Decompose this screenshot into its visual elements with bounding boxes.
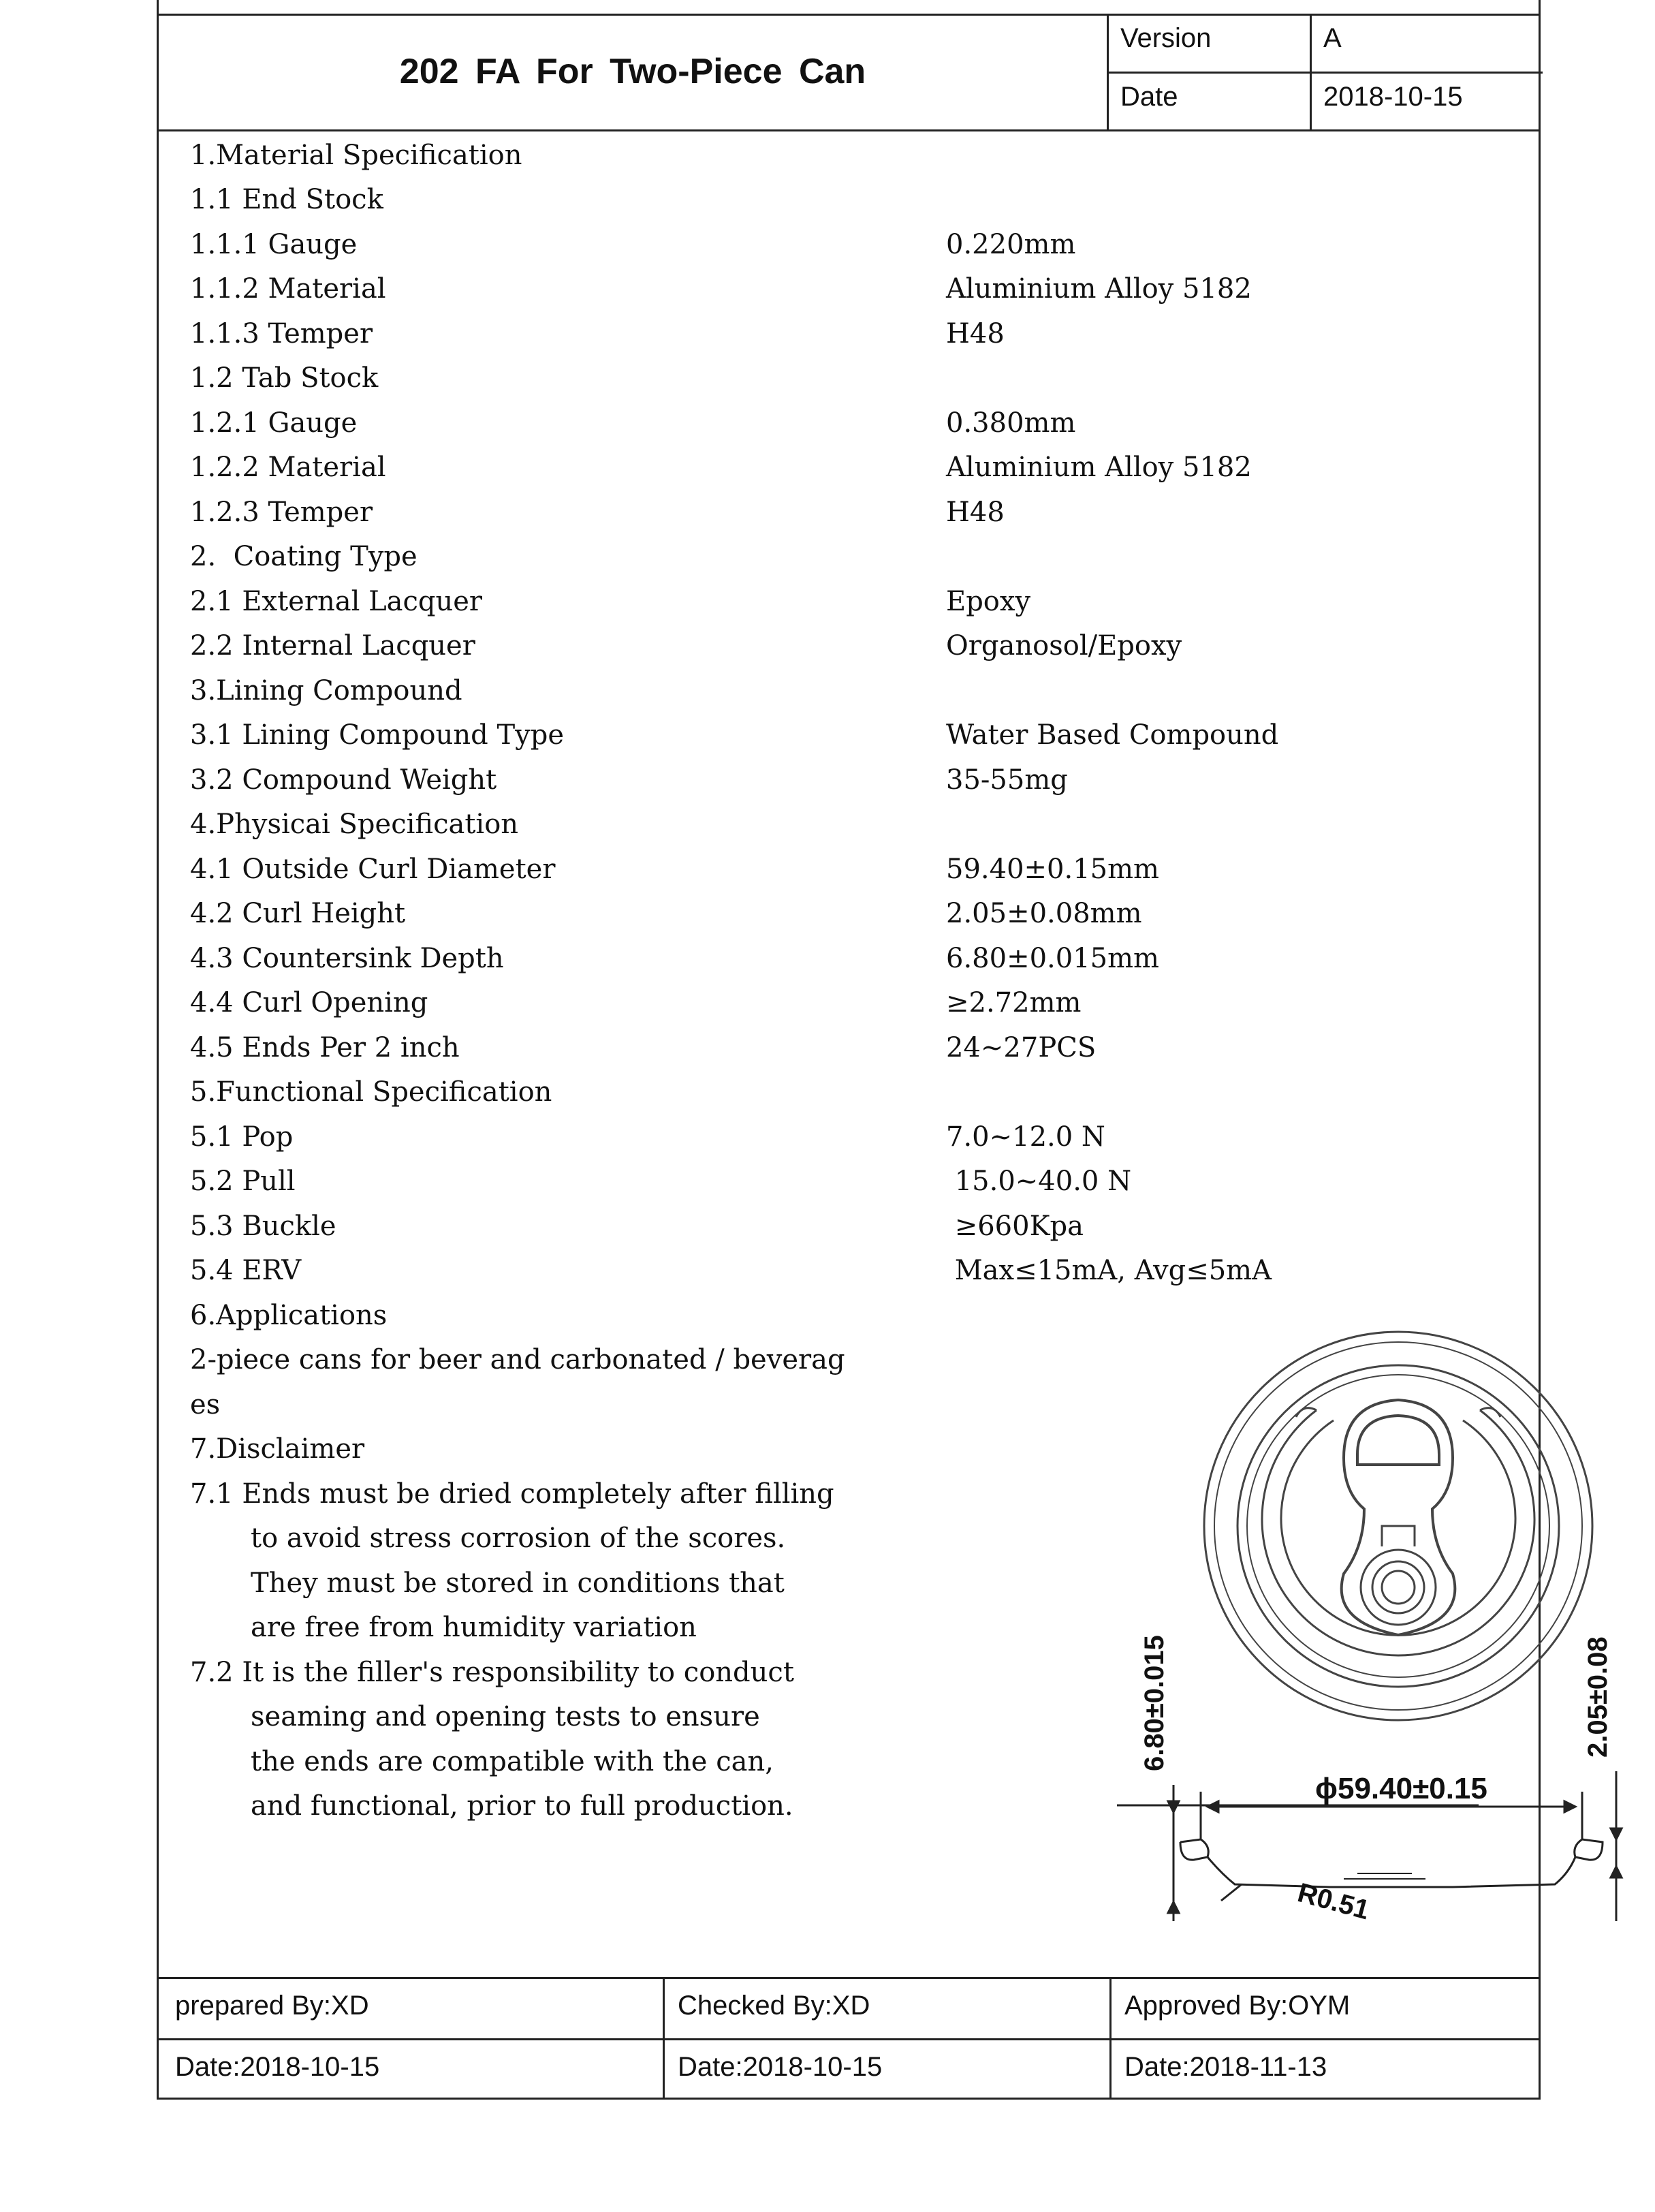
- spec-label: 6.Applications: [190, 1300, 388, 1331]
- left-curl: [1180, 1839, 1208, 1860]
- document-title: 202 FA For Two-Piece Can: [399, 52, 866, 91]
- spec-label: 1.1.2 Material: [190, 273, 386, 305]
- spec-value: Aluminium Alloy 5182: [946, 273, 1252, 305]
- spec-label: 1.2.2 Material: [190, 452, 386, 483]
- spec-label: 2. Coating Type: [190, 541, 417, 572]
- spec-label: 5.2 Pull: [190, 1166, 296, 1197]
- spec-label: 4.Physicai Specification: [190, 809, 519, 840]
- can-end-drawing: [976, 1322, 1613, 1942]
- tab-notch: [1382, 1526, 1415, 1546]
- radius-label: R0.51: [1294, 1878, 1373, 1926]
- spec-label: 1.1.1 Gauge: [190, 229, 358, 260]
- radius-leader: [1221, 1884, 1242, 1901]
- arrow-up: [1168, 1902, 1179, 1913]
- spec-label: They must be stored in conditions that: [190, 1568, 785, 1599]
- diameter-label: ϕ59.40±0.15: [1315, 1772, 1487, 1805]
- spec-label: 5.Functional Specification: [190, 1076, 552, 1108]
- spec-label: 5.3 Buckle: [190, 1211, 336, 1242]
- spec-value: ≥660Kpa: [946, 1211, 1084, 1242]
- spec-label: es: [190, 1389, 221, 1420]
- spec-label: 4.5 Ends Per 2 inch: [190, 1032, 460, 1063]
- spec-value: ≥2.72mm: [946, 987, 1082, 1018]
- spec-value: H48: [946, 497, 1005, 528]
- footer-top-border: [159, 1977, 1539, 1979]
- spec-label: 4.2 Curl Height: [190, 898, 406, 929]
- spec-value: 7.0~12.0 N: [946, 1121, 1105, 1153]
- spec-value: 2.05±0.08mm: [946, 898, 1142, 929]
- checked-by: Checked By:XD: [678, 1991, 870, 2021]
- spec-label: 7.Disclaimer: [190, 1433, 365, 1465]
- tab-finger-hole: [1357, 1416, 1439, 1465]
- spec-label: and functional, prior to full production.: [190, 1790, 793, 1822]
- spec-label: 1.2 Tab Stock: [190, 362, 379, 394]
- spec-value: 24~27PCS: [946, 1032, 1097, 1063]
- spec-value: Water Based Compound: [946, 719, 1279, 751]
- spec-value: 0.380mm: [946, 407, 1076, 439]
- footer-divider: [663, 1977, 665, 2100]
- header-divider: [1107, 72, 1543, 74]
- tab-outline: [1342, 1400, 1455, 1635]
- spec-value: 0.220mm: [946, 229, 1076, 260]
- section-profile: [1208, 1857, 1575, 1887]
- spec-value: 15.0~40.0 N: [946, 1166, 1132, 1197]
- tab-section: [1344, 1873, 1425, 1879]
- version-value: A: [1323, 23, 1342, 53]
- prepared-by: prepared By:XD: [175, 1991, 369, 2021]
- spec-label: 4.3 Countersink Depth: [190, 943, 504, 974]
- spec-value: 6.80±0.015mm: [946, 943, 1159, 974]
- spec-label: 1.1 End Stock: [190, 184, 383, 215]
- spec-value: Organosol/Epoxy: [946, 630, 1182, 661]
- spec-label: 1.1.3 Temper: [190, 318, 373, 349]
- arrow-left: [1208, 1801, 1218, 1812]
- spec-label: 5.4 ERV: [190, 1255, 302, 1286]
- spec-label: the ends are compatible with the can,: [190, 1746, 774, 1777]
- countersink-label: 6.80±0.015: [1139, 1635, 1169, 1771]
- spec-label: 4.1 Outside Curl Diameter: [190, 854, 556, 885]
- spec-label: 7.2 It is the filler's responsibility to conduct: [190, 1657, 794, 1688]
- arrow-down: [1168, 1801, 1179, 1812]
- spec-value: 59.40±0.15mm: [946, 854, 1159, 885]
- spec-label: 1.2.3 Temper: [190, 497, 373, 528]
- rivet-inner: [1382, 1571, 1415, 1604]
- date-value: 2018-10-15: [1323, 82, 1463, 112]
- header-bottom-border: [159, 129, 1539, 131]
- rivet-mid: [1372, 1561, 1424, 1613]
- approved-by: Approved By:OYM: [1124, 1991, 1351, 2021]
- spec-label: 7.1 Ends must be dried completely after filling: [190, 1478, 834, 1510]
- spec-label: 3.1 Lining Compound Type: [190, 719, 565, 751]
- date-label: Date: [1120, 82, 1178, 112]
- spec-label: 2.2 Internal Lacquer: [190, 630, 475, 661]
- checked-date: Date:2018-10-15: [678, 2052, 883, 2082]
- footer-divider: [1109, 1977, 1112, 2100]
- spec-label: to avoid stress corrosion of the scores.: [190, 1523, 786, 1554]
- spec-label: 3.2 Compound Weight: [190, 764, 497, 796]
- arrow-up: [1611, 1867, 1622, 1878]
- curl-height-label: 2.05±0.08: [1583, 1636, 1613, 1758]
- spec-label: 4.4 Curl Opening: [190, 987, 428, 1018]
- spec-value: Max≤15mA, Avg≤5mA: [946, 1255, 1272, 1286]
- spec-label: 3.Lining Compound: [190, 675, 462, 706]
- arrow-down: [1611, 1828, 1622, 1839]
- spec-value: Aluminium Alloy 5182: [946, 452, 1252, 483]
- right-curl: [1575, 1839, 1603, 1860]
- arrow-right: [1564, 1801, 1575, 1812]
- score-arc-outer: [1262, 1410, 1534, 1655]
- footer-mid-border: [159, 2038, 1539, 2040]
- spec-label: 1.Material Specification: [190, 140, 522, 171]
- spec-label: 2-piece cans for beer and carbonated / beverag: [190, 1344, 845, 1375]
- spec-label: seaming and opening tests to ensure: [190, 1701, 760, 1732]
- spec-label: 5.1 Pop: [190, 1121, 294, 1153]
- spec-value: 35-55mg: [946, 764, 1068, 796]
- spec-label: 2.1 External Lacquer: [190, 586, 483, 617]
- prepared-date: Date:2018-10-15: [175, 2052, 380, 2082]
- version-label: Version: [1120, 23, 1212, 53]
- approved-date: Date:2018-11-13: [1124, 2052, 1327, 2082]
- spec-value: Epoxy: [946, 586, 1031, 617]
- spec-label: 1.2.1 Gauge: [190, 407, 358, 439]
- spec-sheet: [157, 0, 1613, 2100]
- spec-value: H48: [946, 318, 1005, 349]
- spec-label: are free from humidity variation: [190, 1612, 697, 1643]
